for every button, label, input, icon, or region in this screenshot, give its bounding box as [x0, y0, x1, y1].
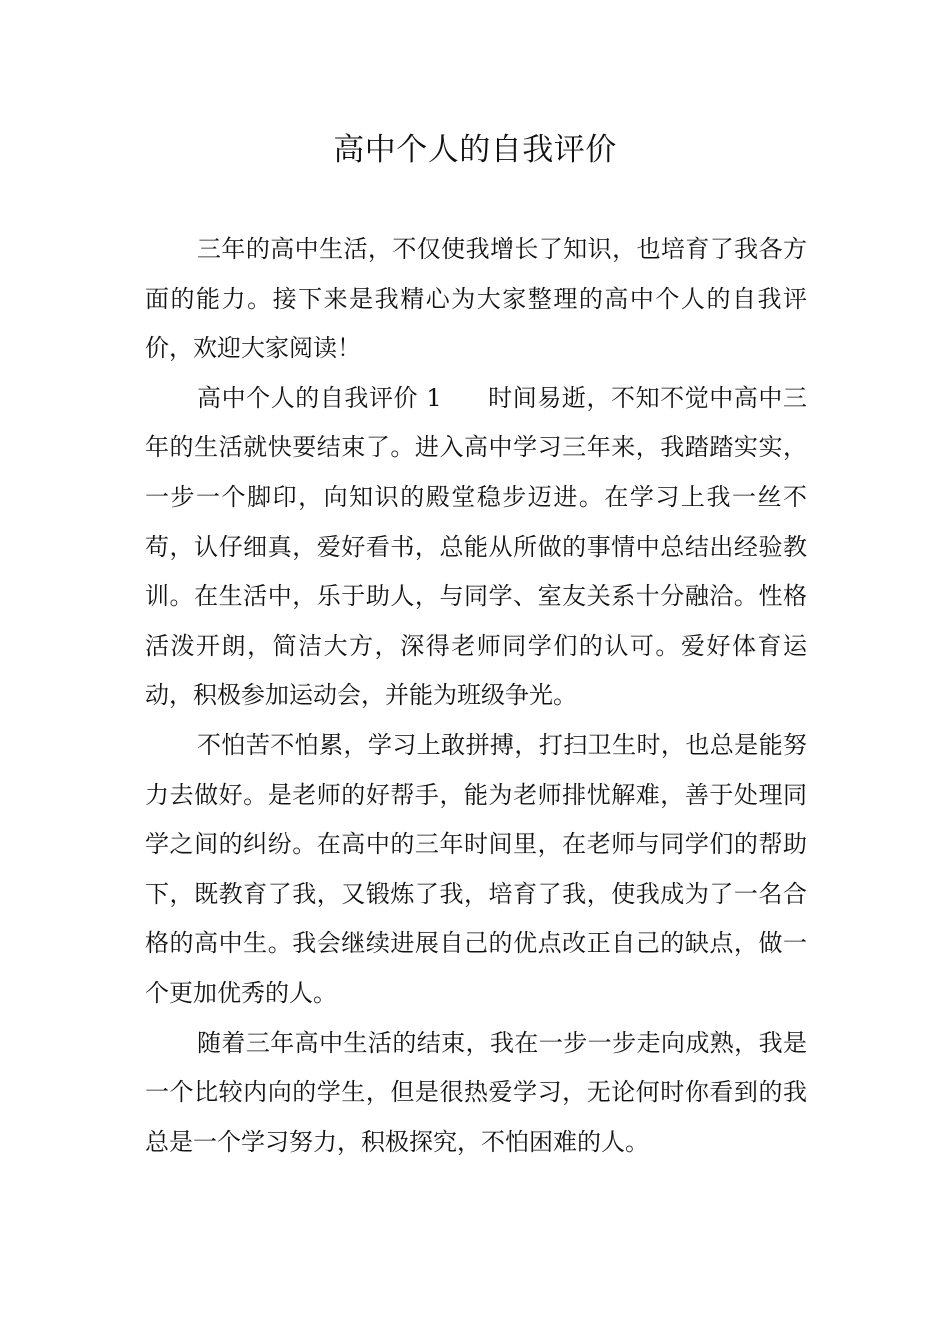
section-paragraph-1-text: 时间易逝，不知不觉中高中三年的生活就快要结束了。进入高中学习三年来，我踏踏实实，一步一个脚印，向知识的殿堂稳步迈进。在学习上我一丝不苟，认仔细真，爱好看书，总能从所做的事情中总结出经验教训。在生活中，乐于助人，与同学、室友关系十分融洽。性格活泼开朗，简洁大方，深得老师同学们的认可。爱好体育运动，积极参加运动会，并能为班级争光。 — [145, 383, 807, 710]
document-title: 高中个人的自我评价 — [333, 132, 617, 168]
section-heading: 高中个人的自我评价 1 — [197, 383, 442, 412]
intro-paragraph: 三年的高中生活，不仅使我增长了知识，也培育了我各方面的能力。接下来是我精心为大家整理的高中个人的自我评价，欢迎大家阅读！ — [145, 235, 807, 363]
body-paragraph-3: 随着三年高中生活的结束，我在一步一步走向成熟，我是一个比较内向的学生，但是很热爱学习，无论何时你看到的我总是一个学习努力，积极探究，不怕困难的人。 — [145, 1028, 807, 1156]
body-paragraph-2: 不怕苦不怕累，学习上敢拼搏，打扫卫生时，也总是能努力去做好。是老师的好帮手，能为老师排忧解难，善于处理同学之间的纠纷。在高中的三年时间里，在老师与同学们的帮助下，既教育了我，又锻炼了我，培育了我，使我成为了一名合格的高中生。我会继续进展自己的优点改正自己的缺点，做一个更加优秀的人。 — [145, 730, 807, 1007]
section-paragraph-1 — [145, 374, 807, 721]
document-body — [145, 225, 807, 1167]
